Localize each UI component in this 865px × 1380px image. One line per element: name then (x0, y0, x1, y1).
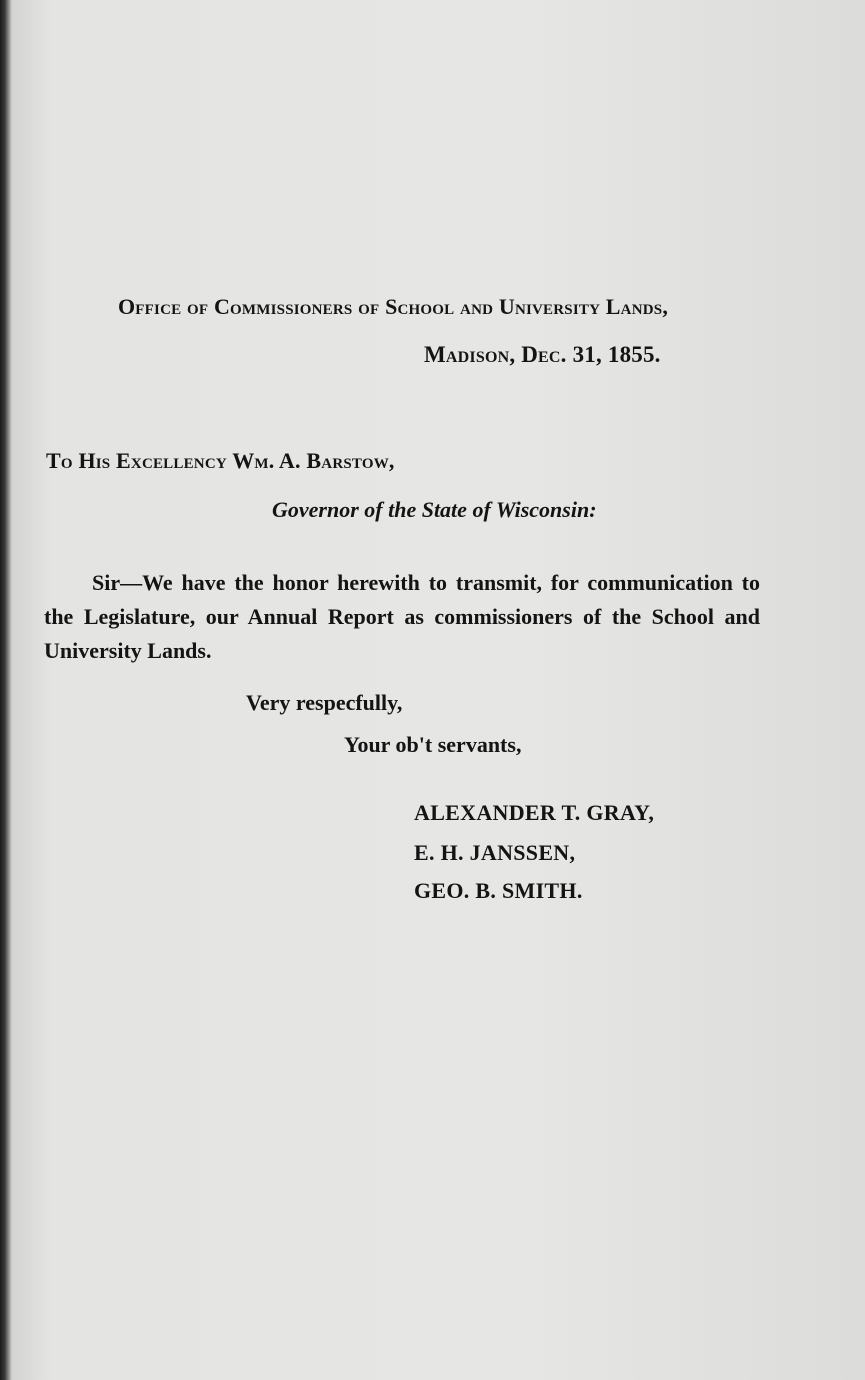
date-line: Madison, Dec. 31, 1855. (424, 342, 661, 367)
addressee-line: To His Excellency Wm. A. Barstow, (46, 448, 395, 473)
letter-body: Sir—We have the honor herewith to transmit, for communication to the Legislature, our Annual Report as commissioners of the School and University Lands. (44, 570, 760, 663)
closing-line: Very respecfully, (246, 690, 403, 715)
signatory-janssen: E. H. JANSSEN, (414, 840, 576, 865)
signatory-smith: GEO. B. SMITH. (414, 878, 583, 903)
servants-line: Your ob't servants, (344, 732, 522, 757)
signatory-gray: ALEXANDER T. GRAY, (414, 800, 655, 825)
page-edge-shadow (0, 0, 12, 1380)
office-heading: Office of Commissioners of School and University Lands, (118, 294, 669, 319)
addressee-title: Governor of the State of Wisconsin: (272, 497, 597, 522)
